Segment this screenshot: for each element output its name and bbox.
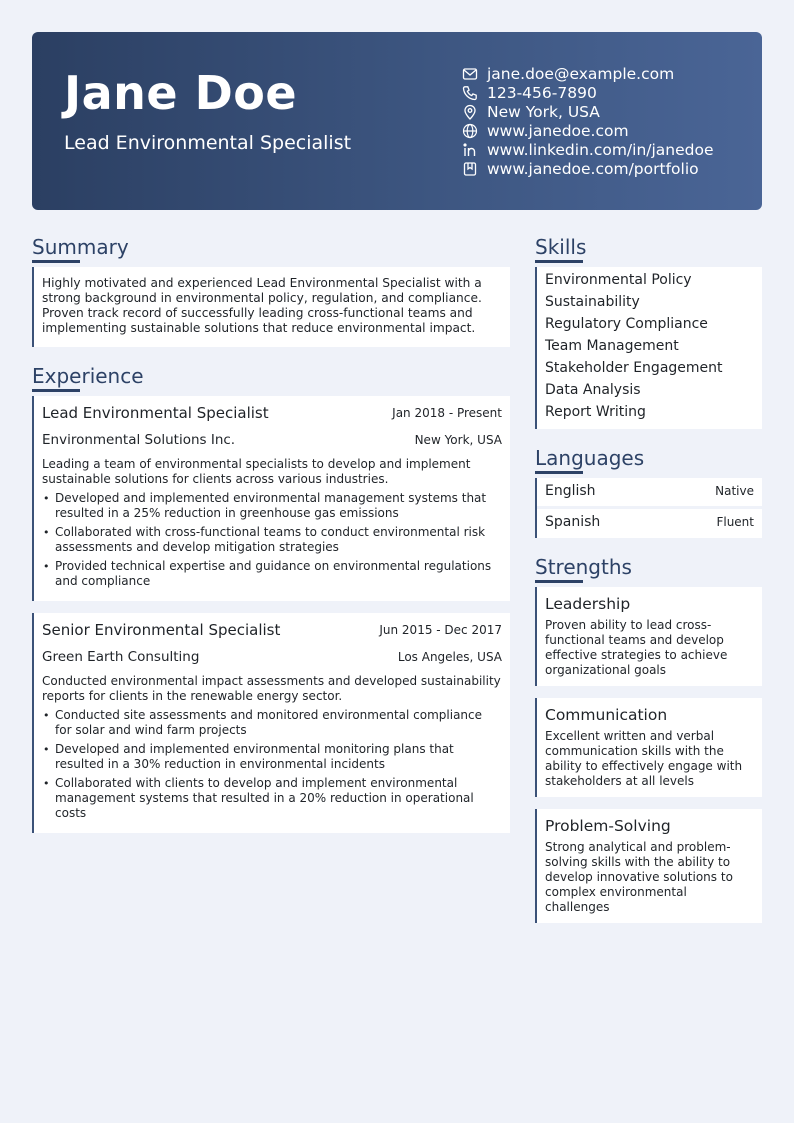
contact-linkedin-text: www.linkedin.com/in/janedoe [487,140,714,159]
job-bullet: • Provided technical expertise and guidance on environmental regulations and compliance [42,559,502,589]
skill-item: Data Analysis [545,382,641,398]
contact-email-text: jane.doe@example.com [487,64,675,83]
skills-underline [535,260,583,263]
strength-title: Communication [545,706,668,724]
language-level: Native [715,484,754,498]
languages-card [535,478,762,538]
bookmark-icon [462,161,478,177]
summary-card [32,267,510,347]
language-row [537,478,762,504]
contact-location [462,102,714,121]
strength-description: Strong analytical and problem-solving skills with the ability to develop innovative solutions to complex environmental challenges [545,840,733,914]
linkedin-icon [462,142,478,158]
skill-item: Team Management [545,338,679,354]
skills-heading: Skills [535,235,587,259]
job-bullets [42,708,502,825]
contact-phone[interactable] [462,83,714,102]
language-level: Fluent [716,515,754,529]
candidate-title: Lead Environmental Specialist [64,132,352,154]
skill-item: Sustainability [545,294,640,310]
job-title: Senior Environmental Specialist [42,621,281,639]
job-bullet: • Collaborated with cross-functional teams to conduct environmental risk assessments and develop mitigation strategies [42,525,502,555]
contact-website[interactable] [462,121,714,140]
summary-text: Highly motivated and experienced Lead Environmental Specialist with a strong background in environmental policy, regulation, and compliance. Proven track record of successfully leading cross-functional teams and implementing sustainable solutions that reduce environmental impact. [42,276,482,335]
strength-description: Excellent written and verbal communication skills with the ability to effectively engage with stakeholders at all levels [545,729,743,788]
experience-heading: Experience [32,364,144,388]
strength-title: Problem-Solving [545,817,671,835]
strengths-heading: Strengths [535,555,632,579]
job-location: New York, USA [414,433,502,447]
strength-card [535,698,762,797]
job-dates: Jun 2015 - Dec 2017 [379,623,502,637]
contact-portfolio-text: www.janedoe.com/portfolio [487,159,699,178]
strength-card [535,587,762,686]
strength-card [535,809,762,923]
experience-entry [32,613,510,833]
skill-item: Report Writing [545,404,646,420]
location-pin-icon [462,104,478,120]
phone-icon [462,85,478,101]
contact-portfolio[interactable] [462,159,714,178]
strength-description: Proven ability to lead cross-functional teams and develop effective strategies to achieve organizational goals [545,618,728,677]
contact-location-text: New York, USA [487,102,600,121]
job-bullet: • Conducted site assessments and monitored environmental compliance for solar and wind farm projects [42,708,502,738]
contact-email[interactable] [462,64,714,83]
job-bullet: • Developed and implemented environmental management systems that resulted in a 25% reduction in greenhouse gas emissions [42,491,502,521]
skill-item: Environmental Policy [545,272,692,288]
contact-linkedin[interactable] [462,140,714,159]
languages-underline [535,471,583,474]
globe-icon [462,123,478,139]
experience-underline [32,389,80,392]
languages-heading: Languages [535,446,645,470]
skills-card [535,267,762,429]
summary-heading: Summary [32,235,129,259]
job-title: Lead Environmental Specialist [42,404,269,422]
job-bullets [42,491,502,593]
strengths-underline [535,580,583,583]
job-bullet: • Developed and implemented environmental monitoring plans that resulted in a 30% reduction in environmental incidents [42,742,502,772]
strength-title: Leadership [545,595,631,613]
contact-website-text: www.janedoe.com [487,121,629,140]
language-name: Spanish [545,514,601,530]
job-company: Green Earth Consulting [42,649,200,665]
candidate-name: Jane Doe [64,66,298,120]
job-dates: Jan 2018 - Present [392,406,502,420]
job-description: Conducted environmental impact assessments and developed sustainability reports for clients in the renewable energy sector. [42,674,501,703]
skill-item: Stakeholder Engagement [545,360,723,376]
language-name: English [545,483,596,499]
job-description: Leading a team of environmental specialists to develop and implement sustainable solutions for clients across various industries. [42,457,471,486]
language-row [537,509,762,535]
job-company: Environmental Solutions Inc. [42,432,236,448]
summary-underline [32,260,80,263]
job-bullet: • Collaborated with clients to develop and implement environmental management systems that resulted in a 20% reduction in operational costs [42,776,502,821]
contact-list [462,64,714,178]
experience-entry [32,396,510,601]
job-location: Los Angeles, USA [397,650,502,664]
mail-icon [462,66,478,82]
resume-header [32,32,762,210]
contact-phone-text: 123-456-7890 [487,83,597,102]
skill-item: Regulatory Compliance [545,316,708,332]
